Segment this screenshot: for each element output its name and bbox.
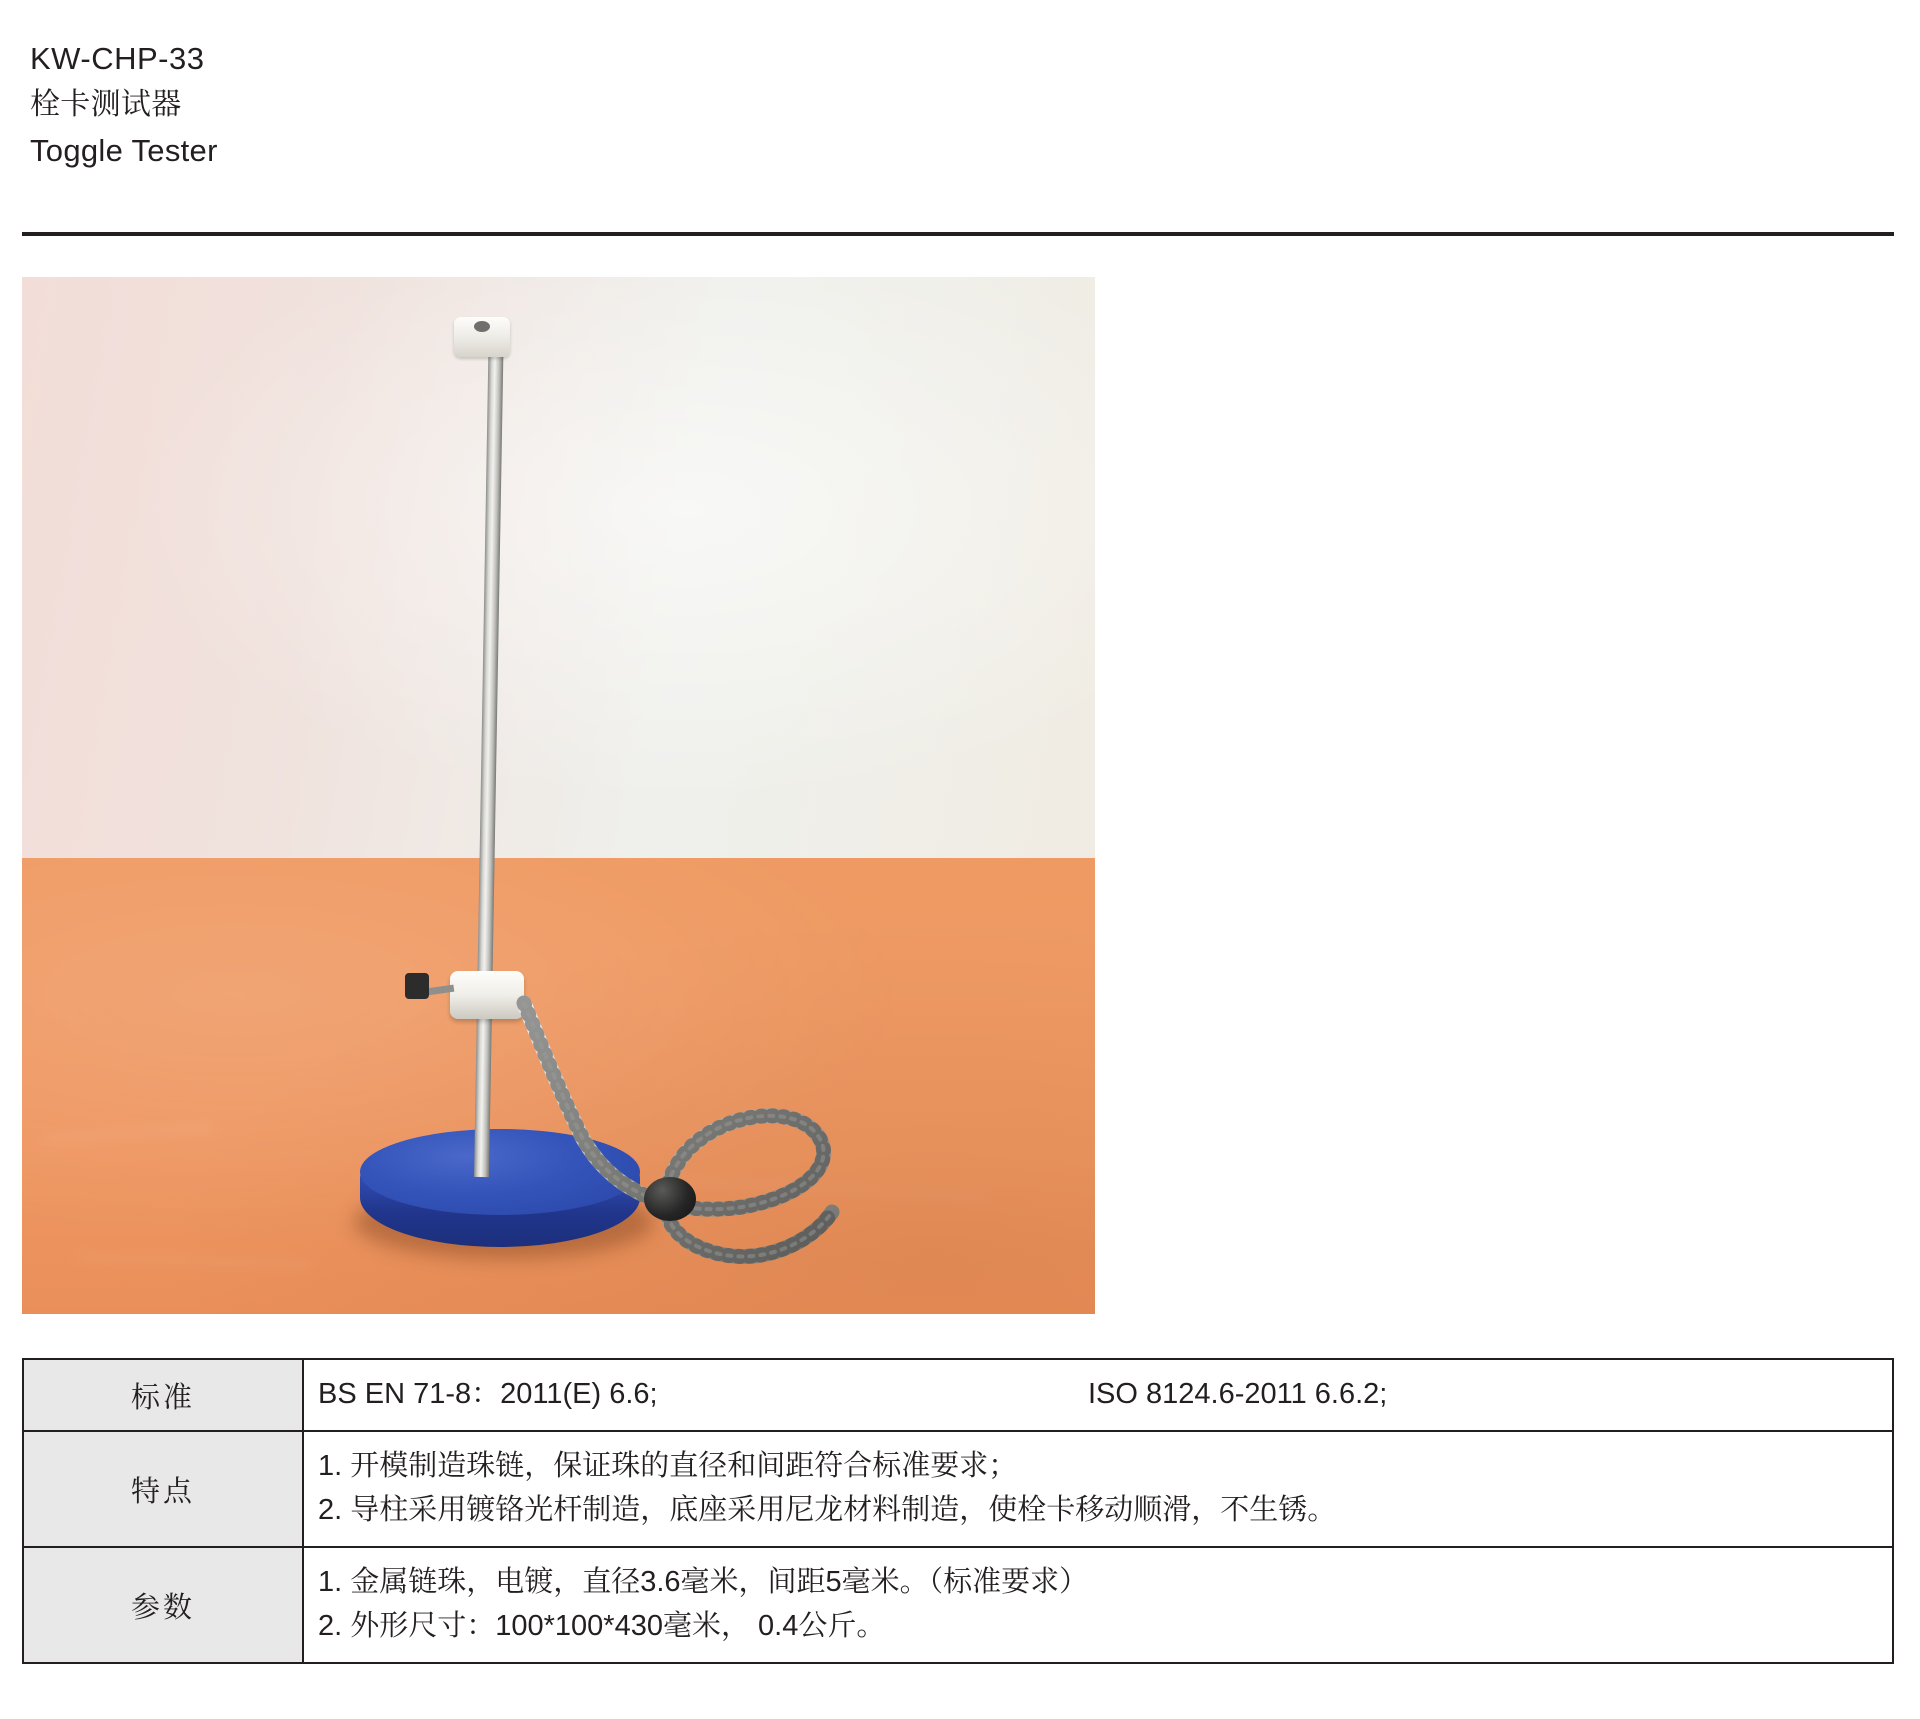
header-divider [22,232,1894,236]
row-label-parameters: 参数 [23,1547,303,1663]
table-row [23,1431,1893,1547]
parameter-line-2: 2. 外形尺寸：100*100*430毫米， 0.4公斤。 [318,1610,886,1642]
chain-end-ball [644,1177,696,1221]
product-title-chinese: 栓卡测试器 [30,88,182,121]
standard-bs-en: BS EN 71-8：2011(E) 6.6; [318,1378,658,1410]
product-title-english: Toggle Tester [30,133,218,168]
standard-iso: ISO 8124.6-2011 6.6.2; [1088,1378,1388,1410]
table-row [23,1359,1893,1431]
specification-table [22,1358,1894,1664]
row-label-features: 特点 [23,1431,303,1547]
parameter-line-1: 1. 金属链珠，电镀，直径3.6毫米，间距5毫米。（标准要求） [318,1566,1089,1598]
bead-chain [22,277,1095,1314]
product-header [30,36,1890,174]
row-value-parameters [303,1547,1893,1663]
product-model: KW-CHP-33 [30,41,205,76]
row-value-standard [303,1359,1893,1431]
product-photo [22,277,1095,1314]
feature-line-1: 1. 开模制造珠链，保证珠的直径和间距符合标准要求； [318,1450,1018,1482]
row-label-standard: 标准 [23,1359,303,1431]
row-value-features [303,1431,1893,1547]
feature-line-2: 2. 导柱采用镀铬光杆制造，底座采用尼龙材料制造，使栓卡移动顺滑，不生锈。 [318,1494,1337,1526]
table-row [23,1547,1893,1663]
